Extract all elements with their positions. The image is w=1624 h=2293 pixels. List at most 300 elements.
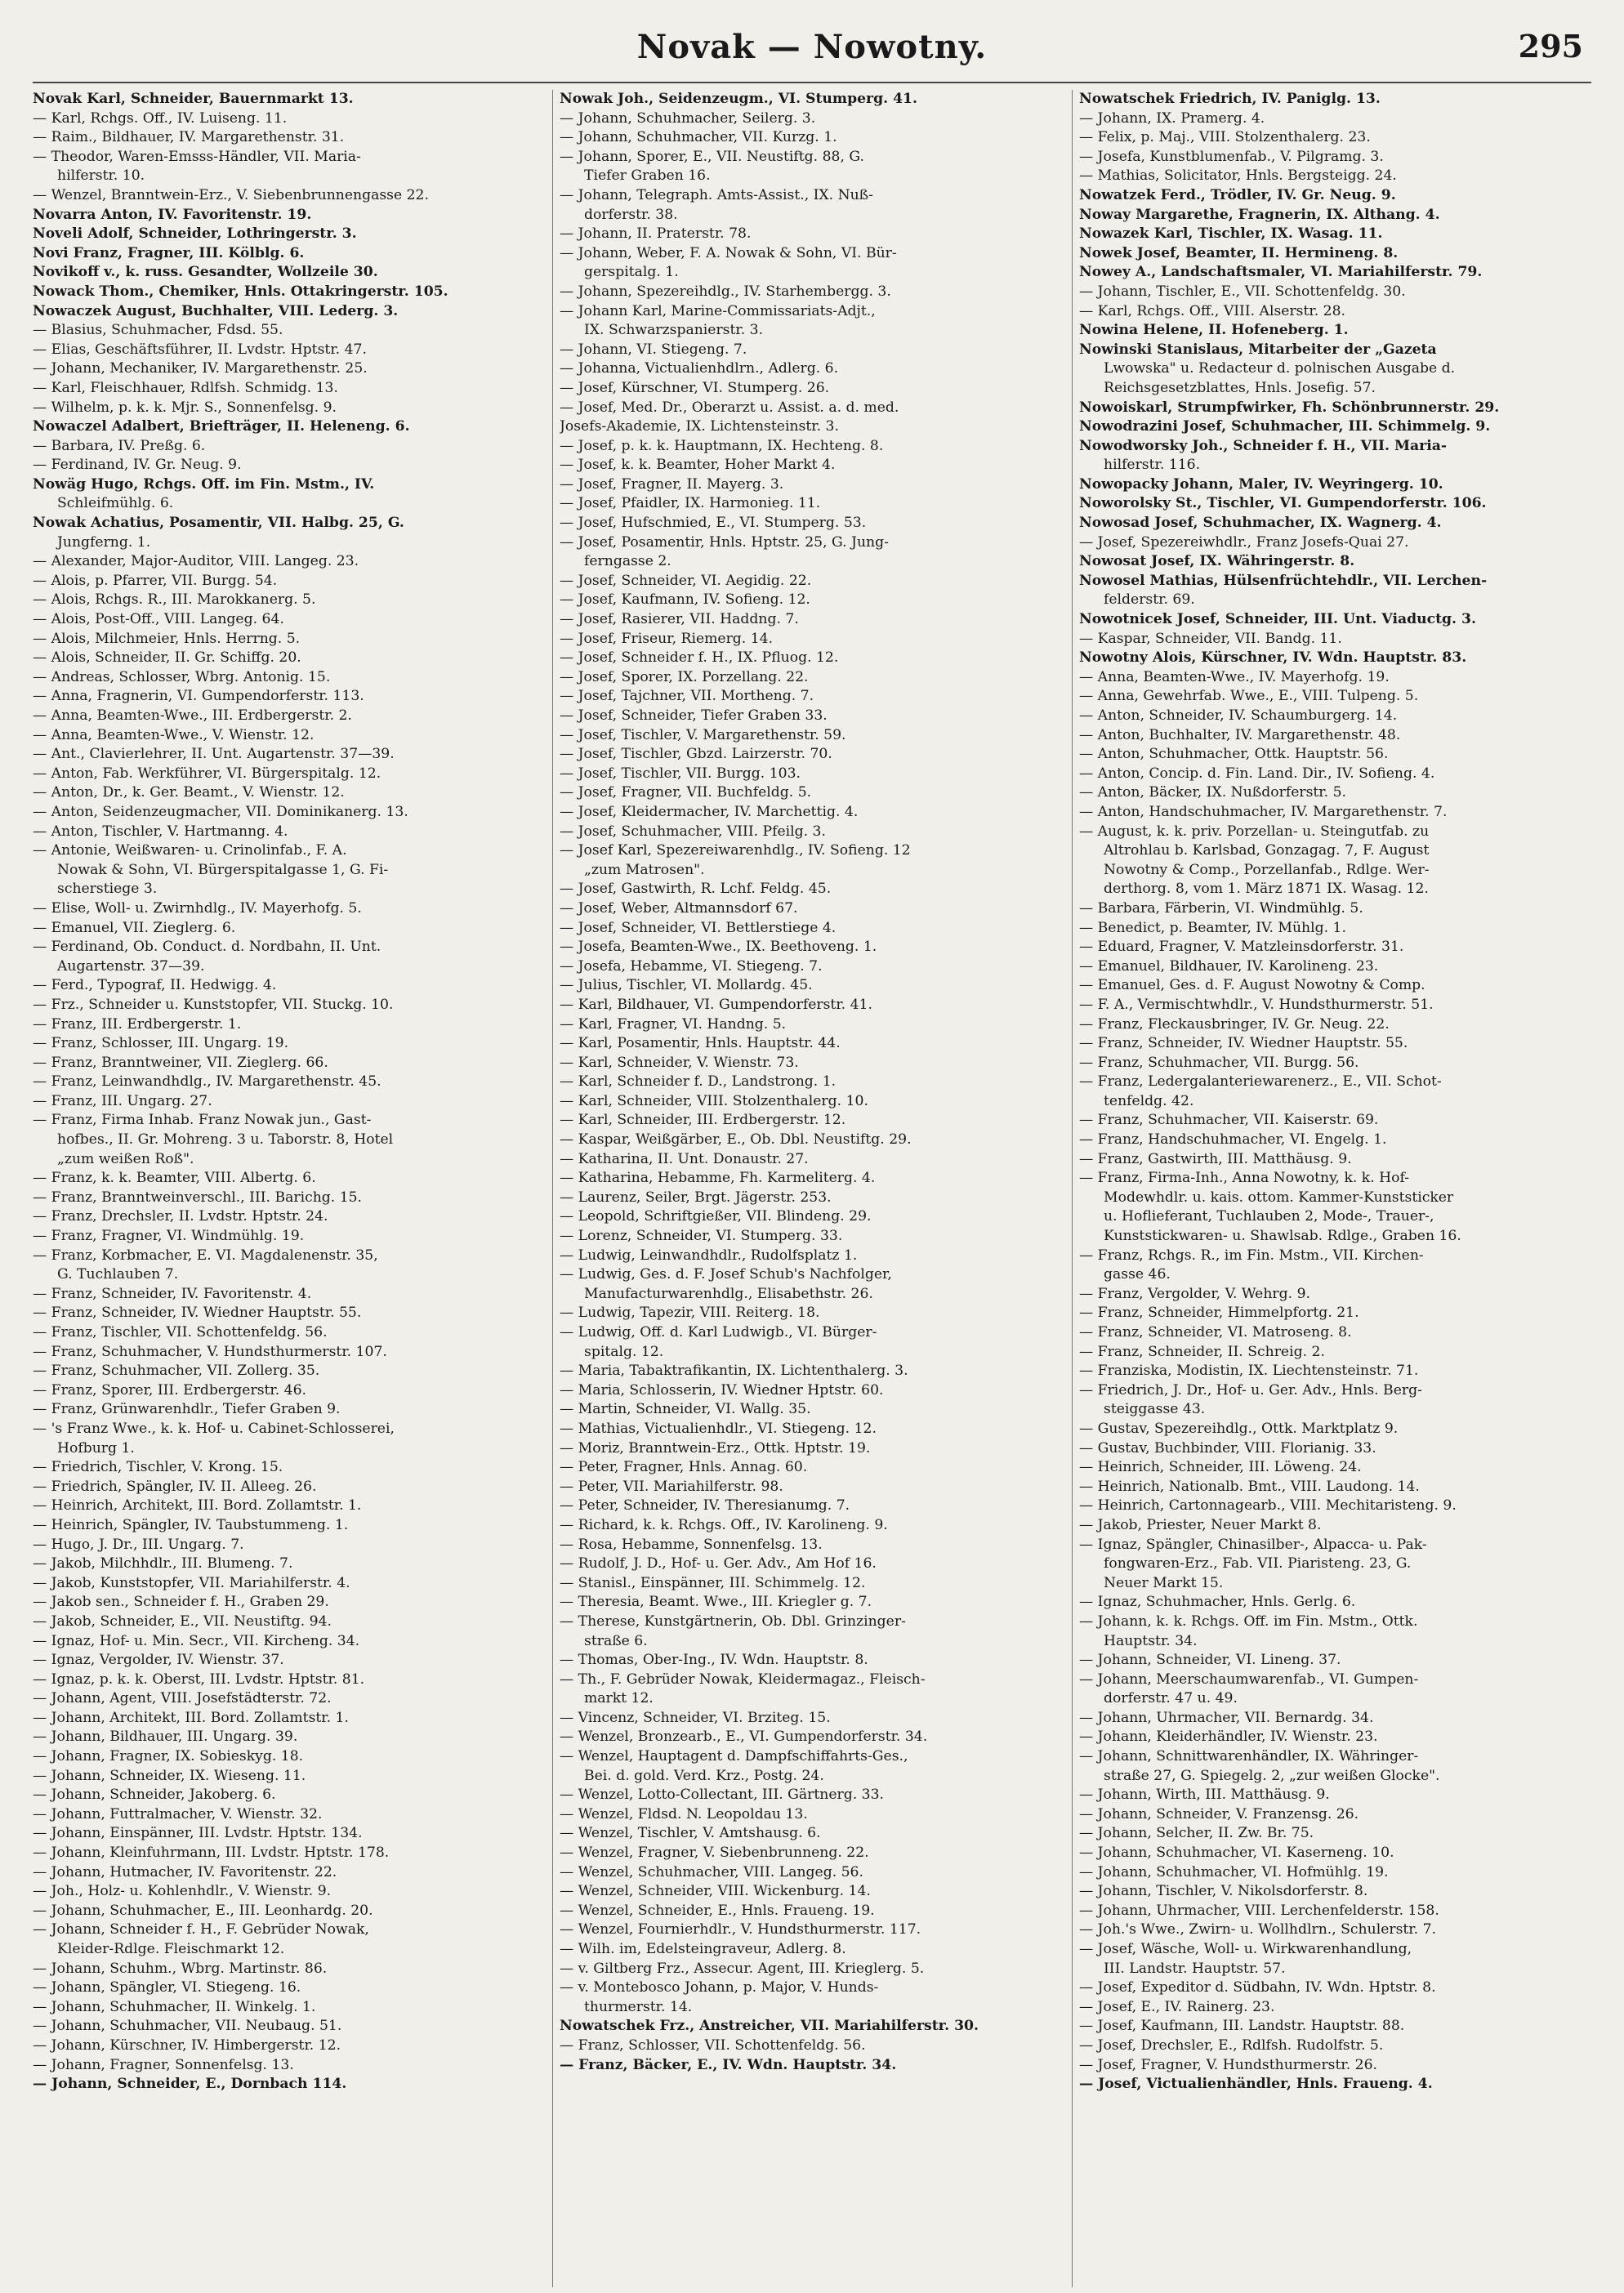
directory-entry: — Josef, Schuhmacher, VIII. Pfeilg. 3. bbox=[560, 823, 826, 840]
page-title: Novak — Nowotny. bbox=[636, 28, 988, 66]
directory-entry: — Johann, Schuhmacher, Seilerg. 3. bbox=[560, 109, 816, 127]
directory-entry: — Kaspar, Weißgärber, E., Ob. Dbl. Neustiftg. 29. bbox=[560, 1131, 912, 1149]
directory-entry: — Franz, Schneider, II. Schreig. 2. bbox=[1079, 1343, 1325, 1360]
directory-entry: — Maria, Schlosserin, IV. Wiedner Hptstr. 60. bbox=[560, 1381, 884, 1399]
directory-entry: — Josef, Schneider, VI. Aegidig. 22. bbox=[560, 572, 812, 589]
directory-entry: Neuer Markt 15. bbox=[1104, 1574, 1224, 1591]
directory-entry: — Franziska, Modistin, IX. Liechtensteinstr. 71. bbox=[1079, 1363, 1419, 1380]
directory-entry: — Franz, Firma Inhab. Franz Nowak jun., Gast- bbox=[33, 1112, 372, 1129]
directory-entry: — Hugo, J. Dr., III. Ungarg. 7. bbox=[33, 1536, 244, 1553]
directory-entry: — Rosa, Hebamme, Sonnenfelsg. 13. bbox=[560, 1536, 823, 1553]
directory-entry: G. Tuchlauben 7. bbox=[57, 1266, 179, 1283]
directory-entry: — Anton, Dr., k. Ger. Beamt., V. Wienstr. 12. bbox=[33, 784, 345, 801]
directory-entry: — Franz, Gastwirth, III. Matthäusg. 9. bbox=[1079, 1150, 1352, 1167]
directory-entry: hofbes., II. Gr. Mohreng. 3 u. Taborstr. 8, Hotel bbox=[57, 1131, 394, 1149]
directory-entry: Nowodrazini Josef, Schuhmacher, III. Schimmelg. 9. bbox=[1079, 418, 1491, 435]
directory-entry: — Josef, Weber, Altmannsdorf 67. bbox=[560, 899, 798, 917]
directory-entry: — Ant., Clavierlehrer, II. Unt. Augartenstr. 37—39. bbox=[33, 746, 395, 763]
directory-entry: hilferstr. 10. bbox=[57, 167, 145, 185]
directory-entry: — Ludwig, Off. d. Karl Ludwigb., VI. Bürger- bbox=[560, 1324, 877, 1341]
directory-entry: — Theresia, Beamt. Wwe., III. Kriegler g. 7. bbox=[560, 1594, 872, 1611]
directory-entry: Altrohlau b. Karlsbad, Gonzagag. 7, F. August bbox=[1104, 842, 1430, 859]
directory-entry: — Josef, Gastwirth, R. Lchf. Feldg. 45. bbox=[560, 881, 832, 898]
directory-entry: — Johann, Schuhmacher, VII. Kurzg. 1. bbox=[560, 129, 837, 146]
directory-entry: — Anton, Seidenzeugmacher, VII. Dominikanerg. 13. bbox=[33, 803, 408, 820]
directory-entry: — Josef, Med. Dr., Oberarzt u. Assist. a. d. med. bbox=[560, 399, 899, 416]
directory-entry: — Johann, Agent, VIII. Josefstädterstr. 72. bbox=[33, 1690, 332, 1707]
directory-entry: — F. A., Vermischtwhdlr., V. Hundsthurmerstr. 51. bbox=[1079, 996, 1434, 1013]
directory-entry: — Josef, Friseur, Riemerg. 14. bbox=[560, 630, 774, 647]
directory-entry: — Johann, Telegraph. Amts-Assist., IX. Nuß- bbox=[560, 186, 873, 203]
directory-entry: Schleifmühlg. 6. bbox=[57, 495, 174, 512]
directory-entry: — Josef, Hufschmied, E., VI. Stumperg. 53. bbox=[560, 515, 867, 532]
directory-entry: Nowatschek Frz., Anstreicher, VII. Mariahilferstr. 30. bbox=[560, 2018, 979, 2035]
directory-entry: Nowak & Sohn, VI. Bürgerspitalgasse 1, G. Fi- bbox=[57, 861, 389, 878]
directory-entry: — Wenzel, Fragner, V. Siebenbrunneng. 22. bbox=[560, 1845, 869, 1862]
directory-entry: — Mathias, Solicitator, Hnls. Bergsteigg. 24. bbox=[1079, 167, 1397, 185]
directory-entry: — Franz, Handschuhmacher, VI. Engelg. 1. bbox=[1079, 1131, 1387, 1149]
directory-entry: — Heinrich, Architekt, III. Bord. Zollamtstr. 1. bbox=[33, 1497, 362, 1515]
directory-entry: — Jakob, Priester, Neuer Markt 8. bbox=[1079, 1516, 1322, 1533]
directory-entry: gerspitalg. 1. bbox=[584, 264, 679, 281]
directory-entry: — Josef, Sporer, IX. Porzellang. 22. bbox=[560, 668, 809, 685]
directory-entry: — Johann, Spezereihdlg., IV. Starhembergg. 3. bbox=[560, 283, 891, 300]
directory-entry: straße 27, G. Spiegelg. 2, „zur weißen Glocke". bbox=[1104, 1767, 1440, 1784]
directory-entry: Nowaczek August, Buchhalter, VIII. Lederg. 3. bbox=[33, 302, 399, 319]
directory-entry: — Anton, Concip. d. Fin. Land. Dir., IV. Sofieng. 4. bbox=[1079, 765, 1435, 782]
directory-entry: — Johann, Bildhauer, III. Ungarg. 39. bbox=[33, 1729, 298, 1746]
directory-entry: — Stanisl., Einspänner, III. Schimmelg. 12. bbox=[560, 1574, 866, 1591]
directory-entry: — Karl, Schneider, V. Wienstr. 73. bbox=[560, 1054, 799, 1071]
directory-entry: steiggasse 43. bbox=[1104, 1401, 1206, 1418]
directory-entry: — Andreas, Schlosser, Wbrg. Antonig. 15. bbox=[33, 668, 331, 685]
directory-entry: Novarra Anton, IV. Favoritenstr. 19. bbox=[33, 206, 312, 223]
directory-entry: „zum Matrosen". bbox=[584, 861, 705, 878]
directory-entry: — Franz, Schneider, Himmelpfortg. 21. bbox=[1079, 1305, 1359, 1322]
directory-entry: — Josef, Kaufmann, III. Landstr. Hauptstr. 88. bbox=[1079, 2018, 1405, 2035]
directory-entry: — Josef Karl, Spezereiwarenhdlg., IV. Sofieng. 12 bbox=[560, 842, 911, 859]
directory-entry: — Ferdinand, IV. Gr. Neug. 9. bbox=[33, 457, 242, 474]
directory-entry: fongwaren-Erz., Fab. VII. Piaristeng. 23, G. bbox=[1104, 1555, 1412, 1573]
directory-entry: — Alois, Schneider, II. Gr. Schiffg. 20. bbox=[33, 649, 301, 667]
directory-entry: — Alexander, Major-Auditor, VIII. Langeg. 23. bbox=[33, 553, 359, 570]
directory-entry: Nowak Joh., Seidenzeugm., VI. Stumperg. 41. bbox=[560, 91, 917, 107]
directory-entry: — Ferd., Typograf, II. Hedwigg. 4. bbox=[33, 977, 277, 994]
directory-entry: — Josef, Wäsche, Woll- u. Wirkwarenhandlung, bbox=[1079, 1941, 1412, 1957]
directory-entry: — Anton, Handschuhmacher, IV. Margarethenstr. 7. bbox=[1079, 803, 1448, 820]
directory-entry: — Johann, Schuhm., Wbrg. Martinstr. 86. bbox=[33, 1960, 328, 1977]
directory-entry: — Karl, Schneider f. D., Landstrong. 1. bbox=[560, 1073, 837, 1091]
directory-entry: — Johann, Schnittwarenhändler, IX. Währinger- bbox=[1079, 1748, 1419, 1765]
directory-entry: — Johann, Schuhmacher, VI. Kaserneng. 10. bbox=[1079, 1845, 1394, 1862]
directory-entry: — Heinrich, Spängler, IV. Taubstummeng. 1. bbox=[33, 1516, 349, 1533]
directory-entry: ferngasse 2. bbox=[584, 553, 671, 570]
directory-entry: — Anton, Tischler, V. Hartmanng. 4. bbox=[33, 823, 288, 840]
directory-entry: Tiefer Graben 16. bbox=[584, 167, 711, 185]
directory-entry: — Wilh. im, Edelsteingraveur, Adlerg. 8. bbox=[560, 1941, 846, 1957]
directory-entry: — Karl, Rchgs. Off., IV. Luiseng. 11. bbox=[33, 109, 288, 127]
directory-entry: — Josef, Schneider, Tiefer Graben 33. bbox=[560, 707, 828, 724]
directory-entry: — Ignaz, p. k. k. Oberst, III. Lvdstr. Hptstr. 81. bbox=[33, 1671, 365, 1688]
directory-entry: — v. Montebosco Johann, p. Major, V. Hunds- bbox=[560, 1979, 879, 1996]
directory-entry: — Franz, k. k. Beamter, VIII. Albertg. 6. bbox=[33, 1170, 316, 1187]
directory-entry: — Anton, Schuhmacher, Ottk. Hauptstr. 56. bbox=[1079, 746, 1389, 763]
directory-entry: — Alois, Rchgs. R., III. Marokkanerg. 5. bbox=[33, 591, 316, 609]
directory-entry: — Wenzel, Fldsd. N. Leopoldau 13. bbox=[560, 1805, 808, 1822]
directory-entry: — Moriz, Branntwein-Erz., Ottk. Hptstr. 19. bbox=[560, 1439, 871, 1457]
directory-entry: — Friedrich, J. Dr., Hof- u. Ger. Adv., Hnls. Berg- bbox=[1079, 1381, 1422, 1399]
directory-entry: Nowatzek Ferd., Trödler, IV. Gr. Neug. 9. bbox=[1079, 186, 1396, 203]
directory-entry: — Johann, Futtralmacher, V. Wienstr. 32. bbox=[33, 1805, 323, 1822]
directory-entry: — Johann, Tischler, E., VII. Schottenfeldg. 30. bbox=[1079, 283, 1406, 300]
directory-entry: — Joh., Holz- u. Kohlenhdlr., V. Wienstr. 9. bbox=[33, 1883, 332, 1900]
directory-entry: felderstr. 69. bbox=[1104, 591, 1195, 609]
directory-entry: Nowazek Karl, Tischler, IX. Wasag. 11. bbox=[1079, 225, 1383, 243]
directory-entry: — Franz, Schuhmacher, V. Hundsthurmerstr. 107. bbox=[33, 1343, 387, 1360]
directory-entry: — Emanuel, Ges. d. F. August Nowotny & Comp. bbox=[1079, 977, 1425, 994]
directory-entry: — Barbara, IV. Preßg. 6. bbox=[33, 437, 206, 454]
directory-entry: — Ignaz, Schuhmacher, Hnls. Gerlg. 6. bbox=[1079, 1594, 1356, 1611]
directory-entry: — Franz, Drechsler, II. Lvdstr. Hptstr. 24. bbox=[33, 1208, 328, 1225]
directory-entry: — Gustav, Spezereihdlg., Ottk. Marktplatz 9. bbox=[1079, 1420, 1399, 1437]
directory-entry: — Gustav, Buchbinder, VIII. Florianig. 33. bbox=[1079, 1439, 1376, 1457]
directory-entry: gasse 46. bbox=[1104, 1266, 1171, 1283]
directory-entry: — Josef, Kaufmann, IV. Sofieng. 12. bbox=[560, 591, 810, 609]
directory-entry: — Johann, IX. Pramerg. 4. bbox=[1079, 109, 1265, 127]
directory-entry: — Karl, Schneider, III. Erdbergerstr. 12. bbox=[560, 1112, 846, 1129]
directory-entry: — Karl, Rchgs. Off., VIII. Alserstr. 28. bbox=[1079, 302, 1345, 319]
directory-entry: Nowodworsky Joh., Schneider f. H., VII. Maria- bbox=[1079, 437, 1448, 454]
directory-entry: — Josef, Rasierer, VII. Haddng. 7. bbox=[560, 611, 799, 628]
directory-entry: — Wenzel, Hauptagent d. Dampfschiffahrts-Ges., bbox=[560, 1748, 908, 1765]
directory-entry: — Friedrich, Spängler, IV. II. Alleeg. 26. bbox=[33, 1478, 317, 1495]
directory-entry: markt 12. bbox=[584, 1690, 654, 1707]
directory-entry: — Wenzel, Lotto-Collectant, III. Gärtnerg. 33. bbox=[560, 1787, 884, 1804]
directory-entry: Noworolsky St., Tischler, VI. Gumpendorferstr. 106. bbox=[1079, 495, 1487, 512]
directory-entry: — Alois, Milchmeier, Hnls. Herrng. 5. bbox=[33, 630, 301, 647]
directory-entry: — Johann, Mechaniker, IV. Margarethenstr. 25. bbox=[33, 360, 368, 377]
directory-entry: scherstiege 3. bbox=[57, 881, 158, 898]
directory-entry: Nowoiskarl, Strumpfwirker, Fh. Schönbrunnerstr. 29. bbox=[1079, 399, 1500, 416]
directory-entry: Jungferng. 1. bbox=[57, 533, 151, 551]
directory-entry: — Johann, Uhrmacher, VIII. Lerchenfelderstr. 158. bbox=[1079, 1902, 1439, 1919]
directory-entry: — Johann, Fragner, Sonnenfelsg. 13. bbox=[33, 2056, 294, 2073]
directory-entry: straße 6. bbox=[584, 1632, 648, 1649]
directory-entry: — Josefa, Beamten-Wwe., IX. Beethoveng. 1. bbox=[560, 939, 877, 956]
directory-entry: Nowek Josef, Beamter, II. Hermineng. 8. bbox=[1079, 244, 1399, 261]
directory-entry: — Franz, Schneider, IV. Wiedner Hauptstr. 55. bbox=[33, 1305, 362, 1322]
directory-entry: — Johann, Meerschaumwarenfab., VI. Gumpen- bbox=[1079, 1671, 1419, 1688]
directory-entry: Nowatschek Friedrich, IV. Paniglg. 13. bbox=[1079, 91, 1381, 107]
directory-entry: — Josef, Posamentir, Hnls. Hptstr. 25, G. Jung- bbox=[560, 533, 889, 551]
directory-entry: — Johann, Architekt, III. Bord. Zollamtstr. 1. bbox=[33, 1709, 349, 1726]
directory-entry: Novi Franz, Fragner, III. Kölblg. 6. bbox=[33, 244, 305, 261]
directory-entry: — Ludwig, Tapezir, VIII. Reiterg. 18. bbox=[560, 1305, 820, 1322]
directory-entry: — Peter, Schneider, IV. Theresianumg. 7. bbox=[560, 1497, 850, 1515]
directory-entry: — Eduard, Fragner, V. Matzleinsdorferstr. 31. bbox=[1079, 939, 1404, 956]
directory-entry: — Josefa, Kunstblumenfab., V. Pilgramg. 3. bbox=[1079, 148, 1384, 165]
directory-entry: Nowopacky Johann, Maler, IV. Weyringerg. 10. bbox=[1079, 475, 1443, 493]
directory-entry: — Josef, k. k. Beamter, Hoher Markt 4. bbox=[560, 457, 836, 474]
directory-entry: — Josef, Expeditor d. Südbahn, IV. Wdn. Hptstr. 8. bbox=[1079, 1979, 1436, 1996]
directory-entry: — Therese, Kunstgärtnerin, Ob. Dbl. Grinzinger- bbox=[560, 1613, 906, 1630]
directory-entry: — Franz, Schuhmacher, VII. Burgg. 56. bbox=[1079, 1054, 1359, 1071]
directory-entry: Modewhdlr. u. kais. ottom. Kammer-Kunststicker bbox=[1104, 1189, 1454, 1206]
page-header bbox=[33, 25, 1591, 83]
directory-entry: Nowosad Josef, Schuhmacher, IX. Wagnerg. 4. bbox=[1079, 515, 1442, 532]
directory-entry: — Barbara, Färberin, VI. Windmühlg. 5. bbox=[1079, 899, 1363, 917]
directory-entry: Nowey A., Landschaftsmaler, VI. Mariahilferstr. 79. bbox=[1079, 264, 1483, 281]
directory-entry: Nowosat Josef, IX. Währingerstr. 8. bbox=[1079, 553, 1355, 570]
directory-entry: — Franz, Korbmacher, E. VI. Magdalenenstr. 35, bbox=[33, 1247, 378, 1264]
directory-entry: — Anna, Beamten-Wwe., V. Wienstr. 12. bbox=[33, 726, 315, 743]
directory-entry: — Josef, Tischler, VII. Burgg. 103. bbox=[560, 765, 801, 782]
directory-entry: Nowaczel Adalbert, Briefträger, II. Heleneng. 6. bbox=[33, 418, 410, 435]
directory-entry: — Johann, Schneider, IX. Wieseng. 11. bbox=[33, 1767, 306, 1784]
directory-entry: — Raim., Bildhauer, IV. Margarethenstr. 31. bbox=[33, 129, 345, 146]
directory-entry: Manufacturwarenhdlg., Elisabethstr. 26. bbox=[584, 1285, 873, 1302]
directory-entry: — Frz., Schneider u. Kunststopfer, VII. Stuckg. 10. bbox=[33, 996, 394, 1013]
directory-entry: — Richard, k. k. Rchgs. Off., IV. Karolineng. 9. bbox=[560, 1516, 888, 1533]
directory-entry: — Peter, Fragner, Hnls. Annag. 60. bbox=[560, 1459, 808, 1476]
directory-entry: — Franz, Branntweiner, VII. Zieglerg. 66. bbox=[33, 1054, 328, 1071]
directory-entry: dorferstr. 47 u. 49. bbox=[1104, 1690, 1238, 1707]
directory-entry: Nowotny Alois, Kürschner, IV. Wdn. Hauptstr. 83. bbox=[1079, 649, 1467, 667]
directory-entry: — Elias, Geschäftsführer, II. Lvdstr. Hptstr. 47. bbox=[33, 341, 367, 358]
directory-entry: — Johann, Schneider, VI. Lineng. 37. bbox=[1079, 1652, 1341, 1669]
directory-entry: — Johann, Wirth, III. Matthäusg. 9. bbox=[1079, 1787, 1330, 1804]
directory-entry: Nowak Achatius, Posamentir, VII. Halbg. 25, G. bbox=[33, 515, 404, 532]
directory-entry: — Josef, Schneider f. H., IX. Pfluog. 12. bbox=[560, 649, 839, 667]
directory-entry: — 's Franz Wwe., k. k. Hof- u. Cabinet-Schlosserei, bbox=[33, 1420, 395, 1437]
directory-entry: Kleider-Rdlge. Fleischmarkt 12. bbox=[57, 1941, 285, 1957]
directory-entry: — Theodor, Waren-Emsss-Händler, VII. Maria- bbox=[33, 148, 361, 165]
directory-entry: — Johann, Uhrmacher, VII. Bernardg. 34. bbox=[1079, 1709, 1374, 1726]
directory-entry: — Johann, Selcher, II. Zw. Br. 75. bbox=[1079, 1825, 1314, 1842]
directory-entry: — Thomas, Ober-Ing., IV. Wdn. Hauptstr. 8. bbox=[560, 1652, 868, 1669]
directory-entry: — Johann, Schuhmacher, II. Winkelg. 1. bbox=[33, 1998, 316, 2015]
directory-entry: Nowack Thom., Chemiker, Hnls. Ottakringerstr. 105. bbox=[33, 283, 448, 300]
directory-entry: — Alois, p. Pfarrer, VII. Burgg. 54. bbox=[33, 572, 278, 589]
directory-entry: Noveli Adolf, Schneider, Lothringerstr. 3. bbox=[33, 225, 357, 243]
directory-entry: — Anton, Buchhalter, IV. Margarethenstr. 48. bbox=[1079, 726, 1401, 743]
directory-entry: IX. Schwarzspanierstr. 3. bbox=[584, 322, 764, 339]
directory-entry: — Jakob, Milchhdlr., III. Blumeng. 7. bbox=[33, 1555, 293, 1573]
directory-entry: — Karl, Bildhauer, VI. Gumpendorferstr. 41. bbox=[560, 996, 872, 1013]
directory-entry: spitalg. 12. bbox=[584, 1343, 664, 1360]
directory-entry: — Karl, Schneider, VIII. Stolzenthalerg. 10. bbox=[560, 1092, 868, 1109]
directory-entry: — Johann, Schneider, Jakoberg. 6. bbox=[33, 1787, 276, 1804]
directory-entry: — Josef, E., IV. Rainerg. 23. bbox=[1079, 1998, 1275, 2015]
directory-entry: — Franz, Vergolder, V. Wehrg. 9. bbox=[1079, 1285, 1310, 1302]
directory-entry: — Blasius, Schuhmacher, Fdsd. 55. bbox=[33, 322, 283, 339]
directory-entry: — Johann, Kleiderhändler, IV. Wienstr. 23. bbox=[1079, 1729, 1378, 1746]
directory-entry: Bei. d. gold. Verd. Krz., Postg. 24. bbox=[584, 1767, 824, 1784]
directory-entry: — Johann, Sporer, E., VII. Neustiftg. 88, G. bbox=[560, 148, 864, 165]
directory-entry: — Johann, k. k. Rchgs. Off. im Fin. Mstm., Ottk. bbox=[1079, 1613, 1418, 1630]
directory-entry: — Jakob, Schneider, E., VII. Neustiftg. 94. bbox=[33, 1613, 332, 1630]
directory-entry: — Johann, Kürschner, IV. Himbergerstr. 12. bbox=[33, 2036, 341, 2054]
directory-entry: — Ignaz, Hof- u. Min. Secr., VII. Kircheng. 34. bbox=[33, 1632, 360, 1649]
directory-entry: — v. Giltberg Frz., Assecur. Agent, III. Krieglerg. 5. bbox=[560, 1960, 925, 1977]
directory-entry: — Ignaz, Spängler, Chinasilber-, Alpacca- u. Pak- bbox=[1079, 1536, 1427, 1553]
directory-entry: — Katharina, Hebamme, Fh. Karmeliterg. 4. bbox=[560, 1170, 876, 1187]
directory-entry: „zum weißen Roß". bbox=[57, 1150, 194, 1167]
directory-entry: — Vincenz, Schneider, VI. Brziteg. 15. bbox=[560, 1709, 831, 1726]
directory-entry: — Franz, Leinwandhdlg., IV. Margarethenstr. 45. bbox=[33, 1073, 381, 1091]
directory-entry: — Wenzel, Bronzearb., E., VI. Gumpendorferstr. 34. bbox=[560, 1729, 928, 1746]
directory-entry: — Johann, Schuhmacher, VI. Hofmühlg. 19. bbox=[1079, 1863, 1389, 1880]
directory-entry: — Wenzel, Tischler, V. Amtshausg. 6. bbox=[560, 1825, 821, 1842]
directory-entry: — Johann, Schneider f. H., F. Gebrüder Nowak, bbox=[33, 1921, 369, 1938]
directory-entry: — Wenzel, Branntwein-Erz., V. Siebenbrunnengasse 22. bbox=[33, 186, 429, 203]
directory-entry: — Katharina, II. Unt. Donaustr. 27. bbox=[560, 1150, 809, 1167]
directory-entry: — Heinrich, Schneider, III. Löweng. 24. bbox=[1079, 1459, 1362, 1476]
directory-entry: — Franz, Schlosser, VII. Schottenfeldg. 56. bbox=[560, 2036, 866, 2054]
directory-entry: — Josefa, Hebamme, VI. Stiegeng. 7. bbox=[560, 957, 823, 975]
directory-entry: — Franz, Bäcker, E., IV. Wdn. Hauptstr. 34. bbox=[560, 2056, 897, 2073]
directory-entry: — Karl, Fragner, VI. Handng. 5. bbox=[560, 1015, 787, 1033]
directory-entry: — Anton, Bäcker, IX. Nußdorferstr. 5. bbox=[1079, 784, 1346, 801]
directory-entry: — Peter, VII. Mariahilferstr. 98. bbox=[560, 1478, 783, 1495]
directory-entry: — Josef, Fragner, V. Hundsthurmerstr. 26. bbox=[1079, 2056, 1377, 2073]
directory-entry: — Emanuel, VII. Zieglerg. 6. bbox=[33, 919, 236, 936]
directory-entry: — Kaspar, Schneider, VII. Bandg. 11. bbox=[1079, 630, 1342, 647]
directory-entry: — Franz, Schneider, IV. Favoritenstr. 4. bbox=[33, 1285, 312, 1302]
directory-entry: — Heinrich, Cartonnagearb., VIII. Mechitaristeng. 9. bbox=[1079, 1497, 1457, 1515]
directory-entry: — Josef, Kürschner, VI. Stumperg. 26. bbox=[560, 379, 830, 396]
directory-entry: Nowina Helene, II. Hofeneberg. 1. bbox=[1079, 322, 1349, 339]
directory-entry: — Friedrich, Tischler, V. Krong. 15. bbox=[33, 1459, 283, 1476]
directory-entry: — Anna, Gewehrfab. Wwe., E., VIII. Tulpeng. 5. bbox=[1079, 688, 1419, 705]
directory-entry: Noway Margarethe, Fragnerin, IX. Althang. 4. bbox=[1079, 206, 1440, 223]
directory-entry: Nowosel Mathias, Hülsenfrüchtehdlr., VII. Lerchen- bbox=[1079, 572, 1488, 589]
directory-entry: hilferstr. 116. bbox=[1104, 457, 1201, 474]
directory-entry: — Heinrich, Nationalb. Bmt., VIII. Laudong. 14. bbox=[1079, 1478, 1420, 1495]
directory-entry: — Karl, Posamentir, Hnls. Hauptstr. 44. bbox=[560, 1035, 841, 1052]
directory-entry: — Anton, Schneider, IV. Schaumburgerg. 14. bbox=[1079, 707, 1398, 724]
directory-entry: thurmerstr. 14. bbox=[584, 1998, 693, 2015]
directory-entry: derthorg. 8, vom 1. März 1871 IX. Wasag. 12. bbox=[1104, 881, 1429, 898]
directory-entry: Augartenstr. 37—39. bbox=[57, 957, 205, 975]
directory-entry: — Anton, Fab. Werkführer, VI. Bürgerspitalg. 12. bbox=[33, 765, 381, 782]
directory-entry: u. Hoflieferant, Tuchlauben 2, Mode-, Trauer-, bbox=[1104, 1208, 1434, 1225]
directory-entry: — Anna, Fragnerin, VI. Gumpendorferstr. 113. bbox=[33, 688, 364, 705]
directory-entry: Hauptstr. 34. bbox=[1104, 1632, 1198, 1649]
directory-entry: — Franz, Firma-Inh., Anna Nowotny, k. k. Hof- bbox=[1079, 1170, 1410, 1187]
directory-entry: — Emanuel, Bildhauer, IV. Karolineng. 23. bbox=[1079, 957, 1379, 975]
directory-entry: — Ludwig, Leinwandhdlr., Rudolfsplatz 1. bbox=[560, 1247, 858, 1264]
directory-entry: — Johann, Hutmacher, IV. Favoritenstr. 22. bbox=[33, 1863, 337, 1880]
directory-entry: — Johann, Spängler, VI. Stiegeng. 16. bbox=[33, 1979, 301, 1996]
directory-entry: — Rudolf, J. D., Hof- u. Ger. Adv., Am Hof 16. bbox=[560, 1555, 877, 1573]
directory-entry: — Johann, Schneider, E., Dornbach 114. bbox=[33, 2076, 347, 2093]
directory-entry: — Antonie, Weißwaren- u. Crinolinfab., F. A. bbox=[33, 842, 347, 859]
directory-entry: — Johann, Fragner, IX. Sobieskyg. 18. bbox=[33, 1748, 304, 1765]
directory-entry: — Johann, Einspänner, III. Lvdstr. Hptstr. 134. bbox=[33, 1825, 363, 1842]
directory-entry: — Franz, III. Ungarg. 27. bbox=[33, 1092, 212, 1109]
directory-entry: — Franz, Fleckausbringer, IV. Gr. Neug. 22. bbox=[1079, 1015, 1390, 1033]
directory-entry: — Maria, Tabaktrafikantin, IX. Lichtenthalerg. 3. bbox=[560, 1363, 908, 1380]
directory-entry: Kunststickwaren- u. Shawlsab. Rdlge., Graben 16. bbox=[1104, 1228, 1461, 1245]
directory-entry: — Franz, Fragner, VI. Windmühlg. 19. bbox=[33, 1228, 305, 1245]
directory-entry: — Ferdinand, Ob. Conduct. d. Nordbahn, II. Unt. bbox=[33, 939, 381, 956]
directory-entry: — Anna, Beamten-Wwe., III. Erdbergerstr. 2. bbox=[33, 707, 352, 724]
directory-entry: — Wenzel, Fournierhdlr., V. Hundsthurmerstr. 117. bbox=[560, 1921, 921, 1938]
directory-entry: — Franz, Branntweinverschl., III. Barichg. 15. bbox=[33, 1189, 363, 1206]
directory-entry: Novikoff v., k. russ. Gesandter, Wollzeile 30. bbox=[33, 264, 378, 281]
directory-entry: — Johann, Schuhmacher, E., III. Leonhardg. 20. bbox=[33, 1902, 373, 1919]
directory-entry: — Franz, Schuhmacher, VII. Kaiserstr. 69. bbox=[1079, 1112, 1379, 1129]
directory-entry: — Josef, Drechsler, E., Rdlfsh. Rudolfstr. 5. bbox=[1079, 2036, 1384, 2054]
directory-entry: — Josef, Tischler, Gbzd. Lairzerstr. 70. bbox=[560, 746, 832, 763]
directory-entry: Nowotnicek Josef, Schneider, III. Unt. Viaductg. 3. bbox=[1079, 611, 1476, 628]
directory-entry: — Josef, Tischler, V. Margarethenstr. 59. bbox=[560, 726, 846, 743]
directory-entry: — Johanna, Victualienhdlrn., Adlerg. 6. bbox=[560, 360, 839, 377]
directory-entry: — Johann Karl, Marine-Commissariats-Adjt., bbox=[560, 302, 876, 319]
directory-entry: — Joh.'s Wwe., Zwirn- u. Wollhdlrn., Schulerstr. 7. bbox=[1079, 1921, 1436, 1938]
directory-entry: — Franz, III. Erdbergerstr. 1. bbox=[33, 1015, 242, 1033]
directory-entry: — Mathias, Victualienhdlr., VI. Stiegeng. 12. bbox=[560, 1420, 877, 1437]
directory-entry: — Wilhelm, p. k. k. Mjr. S., Sonnenfelsg. 9. bbox=[33, 399, 337, 416]
column-left bbox=[33, 90, 552, 2287]
directory-entry: tenfeldg. 42. bbox=[1104, 1092, 1194, 1109]
directory-entry: — Franz, Rchgs. R., im Fin. Mstm., VII. Kirchen- bbox=[1079, 1247, 1424, 1264]
directory-entry: — Josef, Spezereiwhdlr., Franz Josefs-Quai 27. bbox=[1079, 533, 1409, 551]
directory-entry: — Franz, Schneider, IV. Wiedner Hauptstr. 55. bbox=[1079, 1035, 1408, 1052]
directory-entry: — Felix, p. Maj., VIII. Stolzenthalerg. 23. bbox=[1079, 129, 1371, 146]
directory-entry: — Josef, Fragner, VII. Buchfeldg. 5. bbox=[560, 784, 812, 801]
directory-entry: — Franz, Schuhmacher, VII. Zollerg. 35. bbox=[33, 1363, 320, 1380]
directory-entry: — Anna, Beamten-Wwe., IV. Mayerhofg. 19. bbox=[1079, 668, 1390, 685]
directory-entry: Josefs-Akademie, IX. Lichtensteinstr. 3. bbox=[560, 418, 839, 435]
directory-entry: — Johann, Kleinfuhrmann, III. Lvdstr. Hptstr. 178. bbox=[33, 1845, 390, 1862]
directory-entry: — Wenzel, Schuhmacher, VIII. Langeg. 56. bbox=[560, 1863, 863, 1880]
directory-entry: — Franz, Grünwarenhdlr., Tiefer Graben 9. bbox=[33, 1401, 341, 1418]
directory-entry: — Franz, Ledergalanteriewarenerz., E., VII. Schot- bbox=[1079, 1073, 1442, 1091]
directory-entry: — Josef, Fragner, II. Mayerg. 3. bbox=[560, 475, 784, 493]
directory-entry: Nowäg Hugo, Rchgs. Off. im Fin. Mstm., IV. bbox=[33, 475, 375, 493]
columns bbox=[33, 90, 1591, 2287]
directory-entry: Lwowska" u. Redacteur d. polnischen Ausgabe d. bbox=[1104, 360, 1456, 377]
directory-entry: — Josef, Kleidermacher, IV. Marchettig. 4. bbox=[560, 803, 859, 820]
column-right bbox=[1072, 90, 1591, 2287]
directory-entry: — Josef, Pfaidler, IX. Harmonieg. 11. bbox=[560, 495, 821, 512]
directory-entry: — August, k. k. priv. Porzellan- u. Steingutfab. zu bbox=[1079, 823, 1430, 840]
page-number: 295 bbox=[1518, 28, 1583, 65]
directory-entry: — Martin, Schneider, VI. Wallg. 35. bbox=[560, 1401, 811, 1418]
directory-entry: — Josef, Victualienhändler, Hnls. Fraueng. 4. bbox=[1079, 2076, 1433, 2093]
directory-entry: — Franz, Tischler, VII. Schottenfeldg. 56. bbox=[33, 1324, 328, 1341]
directory-entry: — Ignaz, Vergolder, IV. Wienstr. 37. bbox=[33, 1652, 284, 1669]
directory-entry: — Elise, Woll- u. Zwirnhdlg., IV. Mayerhofg. 5. bbox=[33, 899, 362, 917]
directory-entry: — Josef, Schneider, VI. Bettlerstiege 4. bbox=[560, 919, 837, 936]
directory-entry: — Karl, Fleischhauer, Rdlfsh. Schmidg. 13. bbox=[33, 379, 338, 396]
directory-entry: — Johann, Weber, F. A. Nowak & Sohn, VI. Bür- bbox=[560, 244, 897, 261]
directory-entry: — Franz, Schlosser, III. Ungarg. 19. bbox=[33, 1035, 289, 1052]
directory-entry: — Lorenz, Schneider, VI. Stumperg. 33. bbox=[560, 1228, 843, 1245]
directory-entry: — Th., F. Gebrüder Nowak, Kleidermagaz., Fleisch- bbox=[560, 1671, 926, 1688]
directory-entry: — Julius, Tischler, VI. Mollardg. 45. bbox=[560, 977, 813, 994]
directory-entry: III. Landstr. Hauptstr. 57. bbox=[1104, 1960, 1286, 1977]
directory-entry: Nowinski Stanislaus, Mitarbeiter der „Gazeta bbox=[1079, 341, 1437, 358]
directory-entry: Hofburg 1. bbox=[57, 1439, 135, 1457]
directory-entry: — Josef, Tajchner, VII. Mortheng. 7. bbox=[560, 688, 814, 705]
directory-entry: dorferstr. 38. bbox=[584, 206, 678, 223]
column-middle bbox=[552, 90, 1072, 2287]
directory-entry: — Ludwig, Ges. d. F. Josef Schub's Nachfolger, bbox=[560, 1266, 892, 1283]
directory-entry: — Johann, Schneider, V. Franzensg. 26. bbox=[1079, 1805, 1359, 1822]
